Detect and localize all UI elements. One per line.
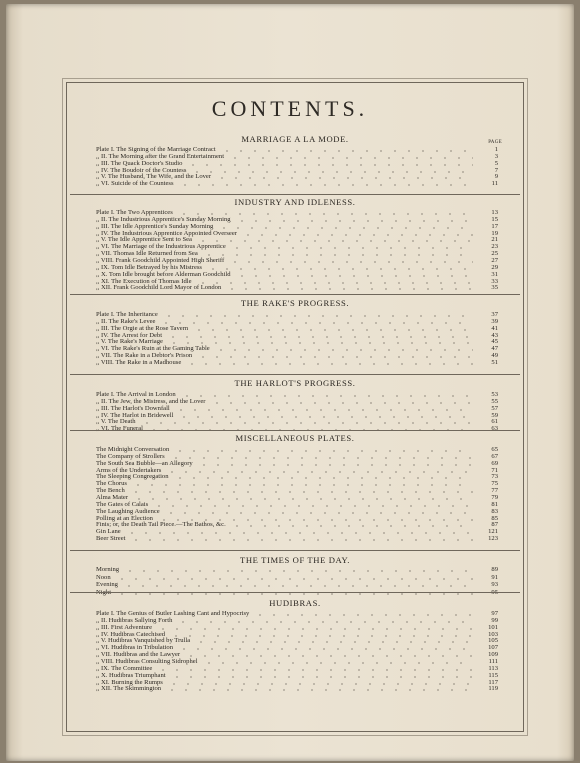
entry-title: ,, XII. Frank Goodchild Lord Mayor of London xyxy=(96,284,222,292)
entry-page-number: 1 xyxy=(494,146,498,153)
dot-leader xyxy=(215,177,473,179)
entry-title: ,, IV. The Industrious Apprentice Appointed Overseer xyxy=(96,229,237,237)
entry-page-number: 65 xyxy=(491,446,498,453)
dot-leader xyxy=(123,570,473,572)
entry-title: ,, II. Hudibras Sallying Forth xyxy=(96,616,173,624)
dot-leader xyxy=(157,519,473,521)
dot-leader xyxy=(206,268,473,270)
dot-leader xyxy=(197,464,473,466)
entry-page-number: 107 xyxy=(488,644,498,652)
entry-title: ,, VI. The Funeral xyxy=(96,425,144,433)
dot-leader xyxy=(185,363,473,365)
entry-title: ,, II. The Industrious Apprentice's Sunday Morning xyxy=(96,215,231,223)
entry-title: Alma Mater xyxy=(96,493,129,501)
entry-page-number: 101 xyxy=(488,623,498,631)
dot-leader xyxy=(173,477,473,479)
dot-leader xyxy=(169,635,473,637)
entry-title: The Midnight Conversation xyxy=(96,446,170,453)
entry-title: ,, III. First Adventure xyxy=(96,623,153,631)
dot-leader xyxy=(202,662,473,664)
dot-leader xyxy=(125,532,473,534)
entry-page-number: 99 xyxy=(491,616,498,624)
entry-title: Night xyxy=(96,588,112,596)
dot-leader xyxy=(162,315,473,317)
dot-leader xyxy=(167,342,473,344)
section-heading: THE HARLOT'S PROGRESS. xyxy=(234,378,356,388)
entry-title: ,, IV. The Boudoir of the Countess xyxy=(96,166,187,174)
section-heading: MARRIAGE A LA MODE. xyxy=(241,134,349,144)
entry-page-number: 75 xyxy=(491,480,498,488)
entry-title: ,, VIII. Hudibras Consulting Sidrophel xyxy=(96,657,198,665)
entry-title: Evening xyxy=(96,581,118,589)
dot-leader xyxy=(170,676,473,678)
dot-leader xyxy=(115,578,473,580)
entry-title: ,, V. The Rake's Marriage xyxy=(96,338,163,346)
dot-leader xyxy=(253,614,473,616)
entry-title: ,, V. The Husband, The Wife, and the Lover xyxy=(96,173,212,181)
dot-leader xyxy=(186,164,473,166)
entry-page-number: 121 xyxy=(488,528,498,536)
entry-page-number: 89 xyxy=(491,566,498,573)
dot-leader xyxy=(169,457,473,459)
entry-page-number: 97 xyxy=(491,610,498,617)
dot-leader xyxy=(228,157,473,159)
entry-title: ,, II. The Jew, the Mistress, and the Lover xyxy=(96,397,206,405)
dot-leader xyxy=(131,484,473,486)
entry-page-number: 105 xyxy=(488,637,498,645)
entry-page-number: 55 xyxy=(491,397,498,405)
dot-leader xyxy=(196,240,473,242)
section-divider xyxy=(70,592,520,593)
entry-page-number: 37 xyxy=(491,311,498,318)
entry-title: ,, V. The Death xyxy=(96,418,136,426)
entry-page-number: 115 xyxy=(488,671,498,679)
entry-page-number: 29 xyxy=(491,263,498,271)
entry-page-number: 119 xyxy=(488,685,498,693)
toc-entry xyxy=(96,359,498,366)
entry-page-number: 3 xyxy=(494,152,498,160)
section-heading: MISCELLANEOUS PLATES. xyxy=(235,433,355,443)
dot-leader xyxy=(156,628,473,630)
entry-page-number: 93 xyxy=(491,581,498,589)
toc-entry xyxy=(96,581,498,588)
dot-leader xyxy=(174,409,473,411)
entry-title: ,, VI. Suicide of the Countess xyxy=(96,180,174,188)
dot-leader xyxy=(140,422,473,424)
toc-entry xyxy=(96,180,498,187)
entry-page-number: 117 xyxy=(488,678,498,686)
dot-leader xyxy=(165,689,473,691)
dot-leader xyxy=(202,254,473,256)
page-column-label: PAGE xyxy=(488,140,502,145)
dot-leader xyxy=(122,585,473,587)
entry-title: ,, X. Hudibras Triumphant xyxy=(96,671,166,679)
dot-leader xyxy=(192,329,473,331)
section-divider xyxy=(70,430,520,431)
dot-leader xyxy=(210,402,473,404)
section-divider xyxy=(70,550,520,551)
entry-title: ,, IV. The Arrest for Debt xyxy=(96,331,163,339)
entry-title: ,, VII. The Rake in a Debtor's Prison xyxy=(96,352,193,360)
entry-page-number: 87 xyxy=(491,521,498,529)
entry-page-number: 43 xyxy=(491,331,498,339)
entry-title: ,, III. The Harlot's Downfall xyxy=(96,404,170,412)
entry-page-number: 25 xyxy=(491,250,498,258)
entry-page-number: 113 xyxy=(488,664,498,672)
entry-page-number: 109 xyxy=(488,651,498,659)
toc-entry xyxy=(96,535,498,542)
dot-leader xyxy=(167,683,473,685)
dot-leader xyxy=(129,491,473,493)
entry-page-number: 31 xyxy=(491,270,498,278)
section-heading: THE TIMES OF THE DAY. xyxy=(240,555,350,565)
entry-title: Arms of the Undertakers xyxy=(96,466,162,474)
entry-page-number: 47 xyxy=(491,345,498,353)
entry-page-number: 7 xyxy=(494,166,498,174)
entry-title: The Gates of Calais xyxy=(96,500,149,508)
entry-title: ,, VI. Hudibras in Tribulation xyxy=(96,644,173,652)
dot-leader xyxy=(235,220,473,222)
entry-title: ,, IX. Tom Idle Betrayed by his Mistress xyxy=(96,263,203,271)
dot-leader xyxy=(166,336,473,338)
entry-page-number: 67 xyxy=(491,452,498,460)
dot-leader xyxy=(196,282,473,284)
entry-page-number: 103 xyxy=(488,630,498,638)
dot-leader xyxy=(241,234,473,236)
entry-page-number: 21 xyxy=(491,236,498,244)
dot-leader xyxy=(156,669,473,671)
dot-leader xyxy=(165,471,473,473)
toc-entry xyxy=(96,685,498,692)
entry-page-number: 23 xyxy=(491,243,498,251)
dot-leader xyxy=(184,655,473,657)
dot-leader xyxy=(178,184,473,186)
entry-page-number: 123 xyxy=(488,535,498,543)
entry-page-number: 17 xyxy=(491,222,498,230)
entry-title: Gin Lane xyxy=(96,528,121,536)
entry-page-number: 59 xyxy=(491,411,498,419)
dot-leader xyxy=(129,539,473,541)
entry-title: The Company of Strollers xyxy=(96,452,165,460)
entry-page-number: 83 xyxy=(491,507,498,515)
entry-title: Plate I. The Genius of Butler Lashing Cant and Hypocrisy xyxy=(96,610,250,617)
dot-leader xyxy=(177,648,473,650)
entry-title: ,, III. The Quack Doctor's Studio xyxy=(96,159,183,167)
entry-title: ,, VI. The Marriage of the Industrious Apprentice xyxy=(96,243,226,251)
entry-page-number: 69 xyxy=(491,459,498,467)
entry-page-number: 27 xyxy=(491,256,498,264)
entry-title: The Bench xyxy=(96,487,125,495)
entry-title: Polling at an Election xyxy=(96,514,153,522)
section-divider xyxy=(70,294,520,295)
dot-leader xyxy=(159,322,473,324)
entry-title: ,, IV. The Harlot in Bridewell xyxy=(96,411,174,419)
dot-leader xyxy=(190,171,473,173)
entry-page-number: 95 xyxy=(491,588,498,596)
entry-title: Finis; or, the Death Tail Piece.—The Bathos, &c. xyxy=(96,521,226,529)
entry-title: The Sleeping Congregation xyxy=(96,473,169,481)
entry-title: Plate I. The Two Apprentices xyxy=(96,209,173,216)
entry-title: ,, VI. The Rake's Ruin at the Gaming Table xyxy=(96,345,210,353)
entry-title: ,, XI. The Execution of Thomas Idle xyxy=(96,277,192,285)
toc-entry xyxy=(96,566,498,573)
entry-title: ,, VII. Thomas Idle Returned from Sea xyxy=(96,250,198,258)
entry-title: ,, II. The Rake's Levee xyxy=(96,317,156,325)
toc-entry xyxy=(96,284,498,291)
section-heading: THE RAKE'S PROGRESS. xyxy=(240,298,350,308)
entry-page-number: 61 xyxy=(491,418,498,426)
dot-leader xyxy=(173,450,473,452)
entry-page-number: 35 xyxy=(491,284,498,292)
toc-entry xyxy=(96,425,498,432)
entry-title: Beer Street xyxy=(96,535,126,543)
section-heading: HUDIBRAS. xyxy=(269,598,321,608)
page-title: CONTENTS. xyxy=(211,96,369,121)
entry-page-number: 11 xyxy=(491,180,498,188)
entry-page-number: 79 xyxy=(491,493,498,501)
entry-title: ,, V. Hudibras Vanquished by Trulla xyxy=(96,637,191,645)
entry-page-number: 19 xyxy=(491,229,498,237)
entry-page-number: 45 xyxy=(491,338,498,346)
entry-page-number: 15 xyxy=(491,215,498,223)
dot-leader xyxy=(115,593,473,595)
entry-title: The Laughing Audience xyxy=(96,507,160,515)
entry-title: ,, XI. Burning the Rumps xyxy=(96,678,163,686)
dot-leader xyxy=(235,275,473,277)
entry-page-number: 9 xyxy=(494,173,498,181)
entry-title: ,, X. Tom Idle brought before Alderman Goodchild xyxy=(96,270,231,278)
entry-page-number: 81 xyxy=(491,500,498,508)
dot-leader xyxy=(230,525,473,527)
entry-title: Plate I. The Arrival in London xyxy=(96,391,176,398)
entry-title: The Chorus xyxy=(96,480,127,488)
dot-leader xyxy=(164,512,473,514)
entry-title: ,, IX. The Committee xyxy=(96,664,153,672)
entry-page-number: 51 xyxy=(491,358,498,366)
entry-page-number: 41 xyxy=(491,324,498,332)
entry-page-number: 73 xyxy=(491,473,498,481)
dot-leader xyxy=(152,505,473,507)
dot-leader xyxy=(177,213,473,215)
entry-page-number: 13 xyxy=(491,209,498,216)
entry-title: ,, V. The Idle Apprentice Sent to Sea xyxy=(96,236,192,244)
entry-page-number: 111 xyxy=(488,657,498,665)
entry-page-number: 5 xyxy=(494,159,498,167)
entry-title: Noon xyxy=(96,573,111,581)
entry-page-number: 71 xyxy=(491,466,498,474)
dot-leader xyxy=(176,621,473,623)
dot-leader xyxy=(230,247,473,249)
dot-leader xyxy=(214,349,473,351)
dot-leader xyxy=(132,498,473,500)
entry-page-number: 77 xyxy=(491,487,498,495)
entry-page-number: 49 xyxy=(491,352,498,360)
entry-page-number: 63 xyxy=(491,425,498,433)
section-heading: INDUSTRY AND IDLENESS. xyxy=(234,197,356,207)
entry-title: ,, III. The Orgie at the Rose Tavern xyxy=(96,324,189,332)
dot-leader xyxy=(196,356,473,358)
entry-title: ,, II. The Morning after the Grand Entertainment xyxy=(96,152,225,160)
entry-page-number: 91 xyxy=(491,573,498,581)
entry-title: ,, VII. Hudibras and the Lawyer xyxy=(96,651,181,659)
entry-title: ,, III. The Idle Apprentice's Sunday Morning xyxy=(96,222,214,230)
dot-leader xyxy=(194,641,473,643)
entry-title: Morning xyxy=(96,566,120,573)
section-divider xyxy=(70,374,520,375)
section-divider xyxy=(70,194,520,195)
dot-leader xyxy=(177,416,473,418)
entry-title: ,, XII. The Skimmington xyxy=(96,685,162,693)
entry-title: Plate I. The Signing of the Marriage Contract xyxy=(96,146,216,153)
entry-title: The South Sea Bubble—an Allegory xyxy=(96,459,193,467)
dot-leader xyxy=(217,227,473,229)
entry-page-number: 53 xyxy=(491,391,498,398)
entry-page-number: 33 xyxy=(491,277,498,285)
entry-page-number: 85 xyxy=(491,514,498,522)
entry-title: ,, VIII. The Rake in a Madhouse xyxy=(96,358,182,366)
entry-title: ,, IV. Hudibras Catechised xyxy=(96,630,166,638)
entry-page-number: 39 xyxy=(491,317,498,325)
entry-title: ,, VIII. Frank Goodchild Appointed High Sheriff xyxy=(96,256,225,264)
entry-title: Plate I. The Inheritance xyxy=(96,311,158,318)
dot-leader xyxy=(225,288,473,290)
dot-leader xyxy=(228,261,473,263)
entry-page-number: 57 xyxy=(491,404,498,412)
dot-leader xyxy=(180,395,473,397)
toc-entry xyxy=(96,574,498,581)
dot-leader xyxy=(220,150,473,152)
